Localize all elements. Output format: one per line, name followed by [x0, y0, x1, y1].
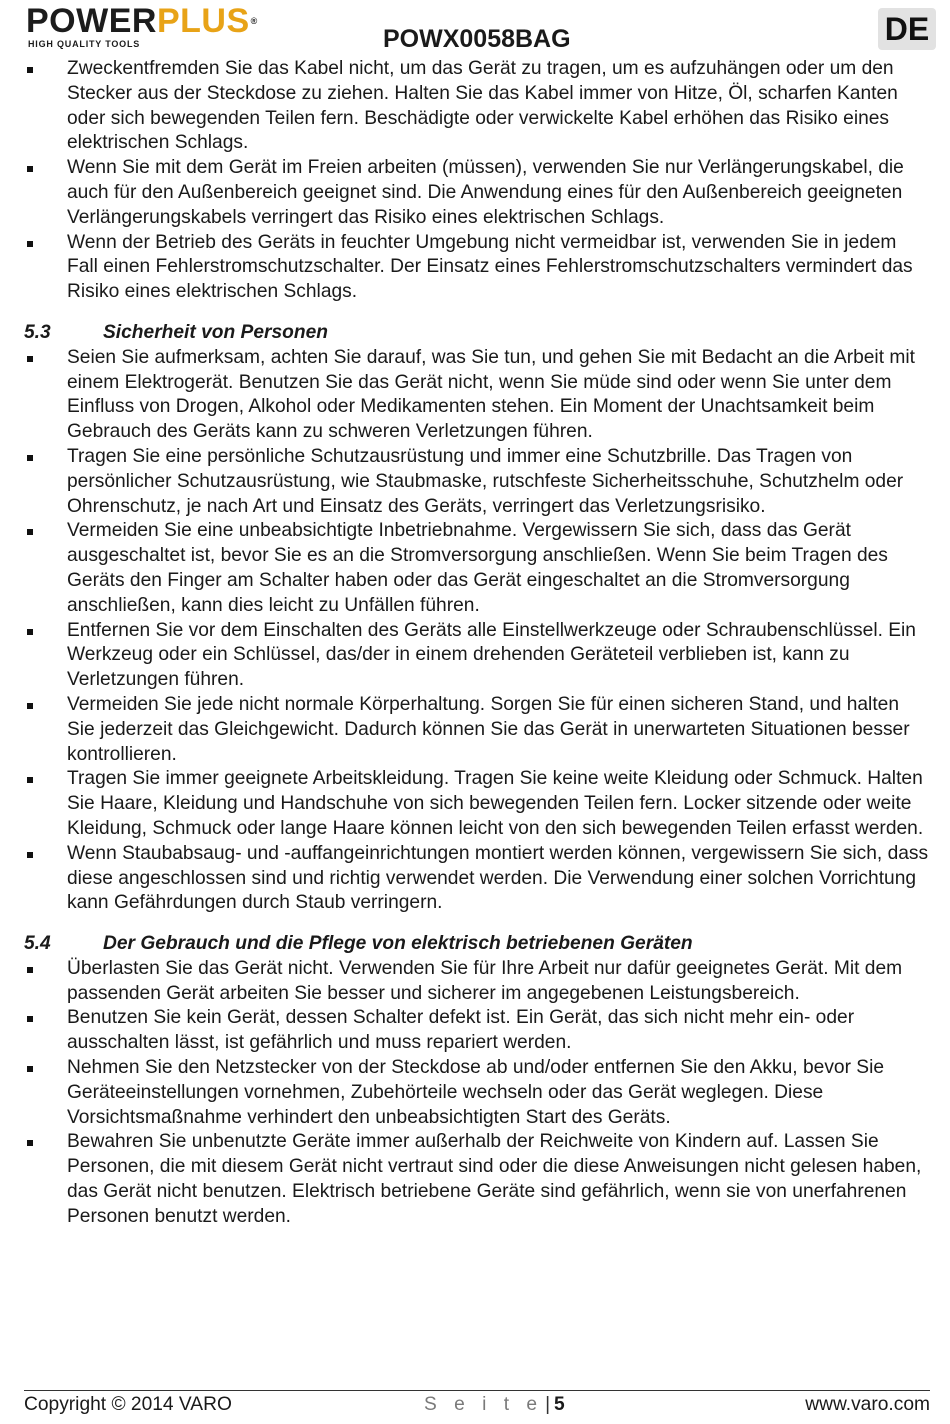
page-footer [24, 1394, 930, 1420]
section-number: 5.3 [24, 321, 51, 343]
page-indicator [424, 1394, 565, 1416]
bullet-item: Seien Sie aufmerksam, achten Sie darauf, was Sie tun, und gehen Sie mit Bedacht an die Arbeit mit einem Elektrogerät. Benutzen Sie das Gerät nicht, wenn Sie müde sind oder wenn Sie unter dem Einfluss von Drogen, Alkohol oder Medikamenten stehen. Ein Moment der Unachtsamkeit beim Gebrauch des Geräts kann zu schweren Verletzungen führen. [24, 346, 930, 445]
bullet-item: Wenn Sie mit dem Gerät im Freien arbeiten (müssen), verwenden Sie nur Verlängerungskabel, die auch für den Außenbereich geeignet sind. Die Anwendung eines für den Außenbereich geeigneten Verlängerungskabels verringert das Risiko eines elektrischen Schlags. [24, 156, 930, 230]
section-title: Sicherheit von Personen [103, 321, 328, 343]
bullet-item: Überlasten Sie das Gerät nicht. Verwenden Sie für Ihre Arbeit nur dafür geeignetes Gerät. Mit dem passenden Gerät arbeiten Sie besser und sicherer im angegebenen Leistungsbereich. [24, 957, 930, 1007]
powerplus-logo [26, 2, 286, 52]
logo-tagline: HIGH QUALITY TOOLS [28, 39, 141, 49]
section-title: Der Gebrauch und die Pflege von elektrisch betriebenen Geräten [103, 933, 693, 955]
bullet-item: Tragen Sie immer geeignete Arbeitskleidung. Tragen Sie keine weite Kleidung oder Schmuck. Halten Sie Haare, Kleidung und Handschuhe von sich bewegenden Teilen fern. Locker sitzende oder weite Kleidung, Schmuck oder lange Haare können leicht von den sich bewegenden Teilen erfasst werden. [24, 767, 930, 841]
bullet-item: Zweckentfremden Sie das Kabel nicht, um das Gerät zu tragen, um es aufzuhängen oder um den Stecker aus der Steckdose zu ziehen. Halten Sie das Kabel immer von Hitze, Öl, scharfen Kanten oder sich bewegenden Teilen fern. Beschädigte oder verwickelte Kabel erhöhen das Risiko eines elektrischen Schlags. [24, 57, 930, 156]
website-url: www.varo.com [805, 1394, 930, 1415]
bullet-item: Vermeiden Sie eine unbeabsichtigte Inbetriebnahme. Vergewissern Sie sich, dass das Gerät ausgeschaltet ist, bevor Sie es an die Stromversorgung anschließen. Wenn Sie beim Tragen des Geräts den Finger am Schalter haben oder das Gerät eingeschaltet an die Stromversorgung anschließen, kann dies leicht zu Unfällen führen. [24, 519, 930, 618]
model-number: POWX0058BAG [383, 25, 571, 53]
section-bullet-list [24, 957, 930, 1230]
language-badge: DE [878, 8, 936, 50]
bullet-item: Entfernen Sie vor dem Einschalten des Geräts alle Einstellwerkzeuge oder Schraubenschlüssel. Ein Werkzeug oder ein Schlüssel, das/der in einem drehenden Geräteteil verblieben ist, kann zu Verletzungen führen. [24, 619, 930, 693]
bullet-item: Vermeiden Sie jede nicht normale Körperhaltung. Sorgen Sie für einen sicheren Stand, und halten Sie jederzeit das Gleichgewicht. Dadurch können Sie das Gerät in unerwarteten Situationen besser kontrollieren. [24, 693, 930, 767]
bullet-item: Nehmen Sie den Netzstecker von der Steckdose ab und/oder entfernen Sie den Akku, bevor Sie Geräteeinstellungen vornehmen, Zubehörteile wechseln oder das Gerät weglegen. Diese Vorsichtsmaßnahme verhindert den unbeabsichtigten Start des Geräts. [24, 1056, 930, 1130]
logo-word-plus: PLUS [156, 2, 250, 40]
page-number: 5 [554, 1394, 565, 1415]
bullet-item: Wenn der Betrieb des Geräts in feuchter Umgebung nicht vermeidbar ist, verwenden Sie in jedem Fall einen Fehlerstromschutzschalter. Der Einsatz eines Fehlerstromschutzschalters vermindert das Risiko eines elektrischen Schlags. [24, 231, 930, 305]
page-separator: | [545, 1394, 551, 1415]
page-content [24, 57, 930, 1230]
logo-registered-mark: ® [250, 16, 258, 26]
section-heading [24, 932, 930, 957]
bullet-item: Bewahren Sie unbenutzte Geräte immer außerhalb der Reichweite von Kindern auf. Lassen Sie Personen, die mit diesem Gerät nicht vertraut sind oder die diese Anweisungen nicht gelesen haben, das Gerät nicht benutzen. Elektrisch betriebene Geräte sind gefährlich, wenn sie von unerfahrenen Personen benutzt werden. [24, 1130, 930, 1229]
section-heading [24, 321, 930, 346]
logo-word-power: POWER [26, 2, 157, 40]
intro-bullet-list [24, 57, 930, 305]
section-bullet-list [24, 346, 930, 916]
bullet-item: Wenn Staubabsaug- und -auffangeinrichtungen montiert werden können, vergewissern Sie sich, dass diese angeschlossen sind und richtig verwendet werden. Die Verwendung einer solchen Vorrichtung kann Gefährdungen durch Staub verringern. [24, 842, 930, 916]
page-label: S e i t e [424, 1394, 544, 1415]
footer-divider [24, 1390, 930, 1391]
section-number: 5.4 [24, 933, 51, 955]
copyright-notice: Copyright © 2014 VARO [24, 1394, 232, 1415]
page-header [0, 0, 950, 58]
bullet-item: Benutzen Sie kein Gerät, dessen Schalter defekt ist. Ein Gerät, das sich nicht mehr ein- oder ausschalten lässt, ist gefährlich und muss repariert werden. [24, 1006, 930, 1056]
bullet-item: Tragen Sie eine persönliche Schutzausrüstung und immer eine Schutzbrille. Das Tragen von persönlicher Schutzausrüstung, wie Staubmaske, rutschfeste Sicherheitsschuhe, Schutzhelm oder Ohrenschutz, je nach Art und Einsatz des Geräts, verringert das Verletzungsrisiko. [24, 445, 930, 519]
logo-wordmark [26, 3, 258, 39]
